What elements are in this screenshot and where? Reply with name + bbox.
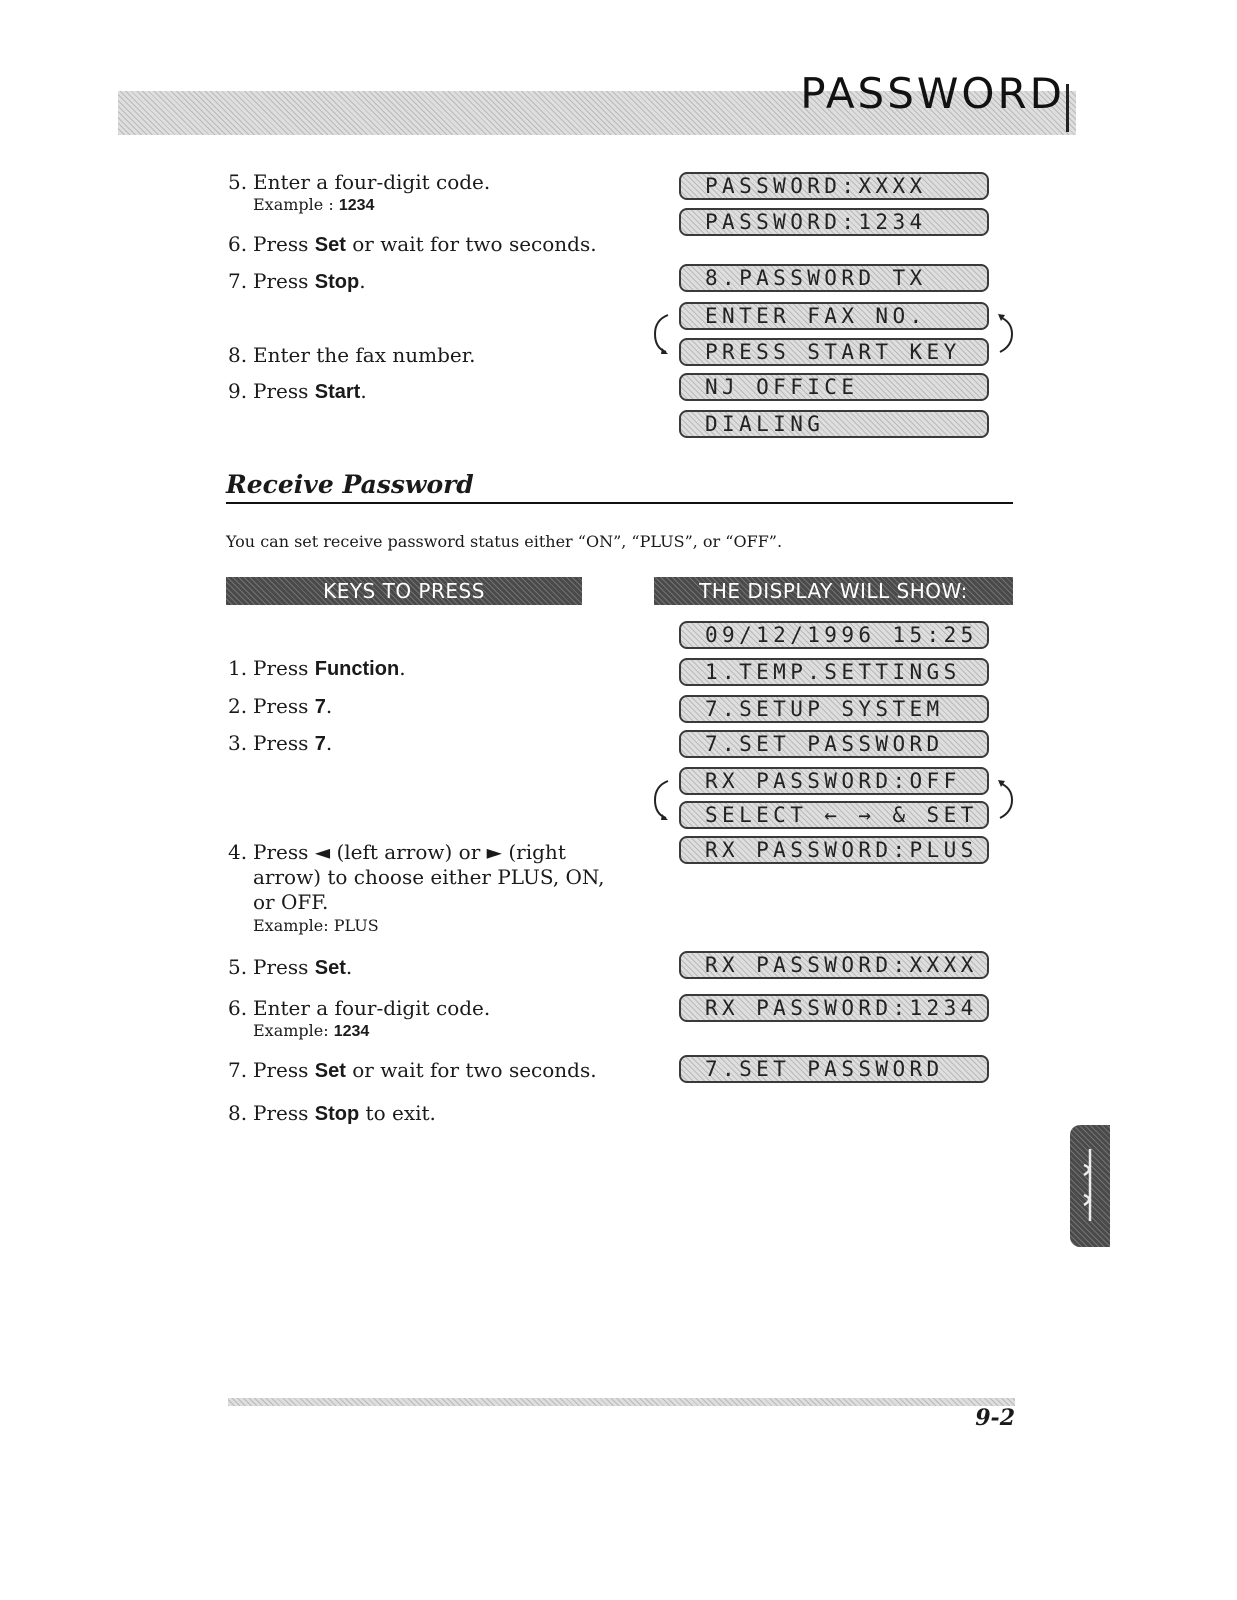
top-step-5: 5. Enter a four-digit code. Example : 1234 bbox=[228, 170, 491, 214]
step-8: 8. Press Stop to exit. bbox=[228, 1101, 436, 1125]
step-6: 6. Enter a four-digit code. Example: 1234 bbox=[228, 996, 491, 1040]
step-4: 4. Press ◄ (left arrow) or ► (right arrow) to choose either PLUS, ON, or OFF. Example: PLUS bbox=[228, 840, 605, 935]
lcd-display: RX PASSWORD:1234 bbox=[679, 994, 989, 1022]
lcd-display: PASSWORD:1234 bbox=[679, 208, 989, 236]
step-5: 5. Press Set. bbox=[228, 955, 353, 979]
lcd-display: 8.PASSWORD TX bbox=[679, 264, 989, 292]
lcd-display: NJ OFFICE bbox=[679, 373, 989, 401]
step-1: 1. Press Function. bbox=[228, 656, 406, 680]
alternating-display-right-arrow-icon bbox=[997, 778, 1015, 822]
alternating-display-right-arrow-icon bbox=[997, 312, 1015, 356]
lcd-display: RX PASSWORD:PLUS bbox=[679, 836, 989, 864]
lcd-display: 1.TEMP.SETTINGS bbox=[679, 658, 989, 686]
lcd-display: 7.SET PASSWORD bbox=[679, 730, 989, 758]
keys-to-press-header: KEYS TO PRESS bbox=[226, 577, 582, 605]
alternating-display-left-arrow-icon bbox=[652, 312, 670, 356]
header-divider bbox=[1066, 84, 1069, 132]
lcd-display: PASSWORD:XXXX bbox=[679, 172, 989, 200]
lcd-display: DIALING bbox=[679, 410, 989, 438]
footer-band bbox=[228, 1398, 1015, 1406]
lcd-display: ENTER FAX NO. bbox=[679, 302, 989, 330]
top-step-7: 7. Press Stop. bbox=[228, 269, 366, 293]
lcd-display: SELECT ← → & SET bbox=[679, 801, 989, 829]
chapter-tab-icon bbox=[1080, 1145, 1100, 1225]
lcd-display: PRESS START KEY bbox=[679, 338, 989, 366]
lcd-display: RX PASSWORD:OFF bbox=[679, 767, 989, 795]
alternating-display-left-arrow-icon bbox=[652, 778, 670, 822]
section-intro: You can set receive password status either “ON”, “PLUS”, or “OFF”. bbox=[226, 532, 783, 551]
lcd-display: 7.SET PASSWORD bbox=[679, 1055, 989, 1083]
display-will-show-header: THE DISPLAY WILL SHOW: bbox=[654, 577, 1013, 605]
step-3: 3. Press 7. bbox=[228, 731, 333, 755]
top-step-6: 6. Press Set or wait for two seconds. bbox=[228, 232, 597, 256]
lcd-display: 09/12/1996 15:25 bbox=[679, 621, 989, 649]
section-divider bbox=[226, 502, 1013, 504]
top-step-9: 9. Press Start. bbox=[228, 379, 367, 403]
lcd-display: RX PASSWORD:XXXX bbox=[679, 951, 989, 979]
lcd-display: 7.SETUP SYSTEM bbox=[679, 695, 989, 723]
section-title: Receive Password bbox=[226, 470, 474, 499]
step-2: 2. Press 7. bbox=[228, 694, 333, 718]
page-number: 9-2 bbox=[975, 1405, 1015, 1431]
chapter-title: PASSWORD bbox=[800, 74, 1065, 110]
step-7: 7. Press Set or wait for two seconds. bbox=[228, 1058, 597, 1082]
top-step-8: 8. Enter the fax number. bbox=[228, 343, 476, 367]
